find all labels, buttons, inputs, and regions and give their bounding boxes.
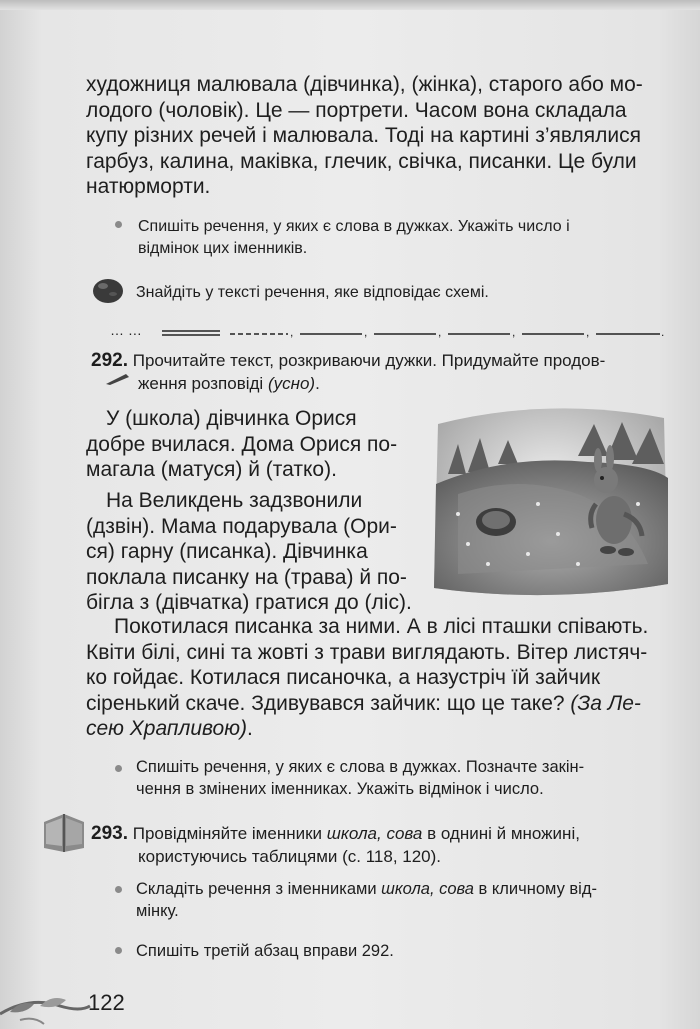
exercise-293 (91, 822, 671, 868)
bullet-italic: школа, сова (381, 880, 474, 898)
exercise-italic: (усно) (267, 374, 316, 393)
exercise-text: ження розповіді (138, 374, 268, 393)
reference-table-icon (40, 808, 88, 854)
bullet-task-2 (136, 756, 688, 800)
bullet-task-1 (138, 216, 690, 260)
bullet-line: в кличному від- (473, 880, 597, 898)
intro-line: натюрморти. (86, 175, 211, 198)
story-line: Квіти білі, сині та жовті з трави виглядають. Вітер листяч- (86, 640, 648, 664)
svg-text:,: , (586, 325, 590, 339)
bullet-dot-icon (115, 765, 122, 772)
story-line: . (246, 717, 253, 740)
story-line: ко гойдає. Котилася писаночка, а назустріч їй зайчик (86, 666, 601, 689)
bullet-dot-icon (115, 886, 122, 893)
story-line: поклала писанку на (трава) й по- (86, 565, 407, 589)
find-sentence-task: Знайдіть у тексті речення, яке відповідає схемі. (136, 284, 489, 301)
svg-text:,: , (364, 325, 368, 339)
exercise-italic: школа, сова (326, 824, 423, 843)
bullet-task-3 (136, 878, 688, 922)
bullet-line: мінку. (136, 902, 179, 920)
bullet-line: Спишіть речення, у яких є слова в дужках. Укажіть число і (138, 218, 570, 235)
story-line: добре вчилася. Дома Орися по- (86, 432, 398, 456)
bullet-line: чення в змінених іменниках. Укажіть відмінок і число. (136, 780, 544, 798)
intro-line: гарбуз, калина, маківка, глечик, свічка, писанки. Це були (86, 149, 637, 173)
svg-text:.: . (661, 325, 665, 339)
bullet-line: Складіть речення з іменниками (136, 880, 382, 898)
intro-paragraph (86, 72, 668, 200)
bullet-line: Спишіть речення, у яких є слова в дужках. Позначте закін- (136, 758, 585, 776)
exercise-text: користуючись таблицями (с. 118, 120). (138, 847, 442, 866)
story-source: (За Ле- (570, 691, 641, 715)
story-line: бігла з (дівчатка) гратися до (ліс). (86, 591, 412, 614)
story-line: У (школа) дівчинка Орися (106, 407, 357, 430)
svg-text:,: , (512, 325, 516, 339)
story-line: ся) гарну (писанка). Дівчинка (86, 540, 368, 563)
page-number: 122 (88, 990, 125, 1015)
intro-line: лодого (чоловік). Це — портрети. Часом вона складала (86, 98, 627, 122)
intro-line: купу різних речей і малювала. Тоді на картині з’являлися (86, 124, 642, 147)
exercise-292 (91, 349, 671, 395)
bullet-dot-icon (115, 947, 122, 954)
story-line: сіренький скаче. Здивувався зайчик: що це таке? (86, 691, 565, 715)
exercise-number: 292. (91, 350, 128, 371)
story-line: (дзвін). Мама подарувала (Ори- (86, 514, 397, 538)
exercise-text: Провідміняйте іменники (132, 824, 327, 843)
sentence-scheme (110, 322, 670, 342)
exercise-text: Прочитайте текст, розкриваючи дужки. Придумайте продов- (132, 351, 606, 370)
leaf-ornament-icon (0, 986, 92, 1026)
exercise-text: в однині й множині, (422, 824, 580, 843)
story-paragraph-1 (86, 406, 416, 483)
hare-and-easter-egg-illustration (428, 404, 672, 600)
intro-line: художниця малювала (дівчинка), (жінка), старого або мо- (86, 73, 643, 96)
scheme-dots: … … (110, 322, 142, 338)
story-line: Покотилася писанка за ними. А в лісі пташки співають. (114, 615, 649, 638)
exercise-text: . (315, 374, 320, 393)
bullet-dot-icon (115, 221, 122, 228)
story-line: магала (матуся) й (татко). (86, 458, 337, 481)
story-line: На Великдень задзвонили (106, 489, 363, 512)
bullet-task-4: Спишіть третій абзац вправи 292. (136, 942, 394, 960)
bullet-line: відмінок цих іменників. (138, 240, 308, 257)
svg-text:,: , (438, 325, 442, 339)
story-paragraph-3 (86, 614, 668, 742)
svg-text:,: , (290, 325, 294, 339)
exercise-number: 293. (91, 823, 128, 844)
page-top-edge (0, 0, 700, 10)
pebble-icon (92, 276, 124, 304)
story-source: сею Храпливою) (86, 717, 247, 740)
story-paragraph-2 (86, 488, 416, 616)
